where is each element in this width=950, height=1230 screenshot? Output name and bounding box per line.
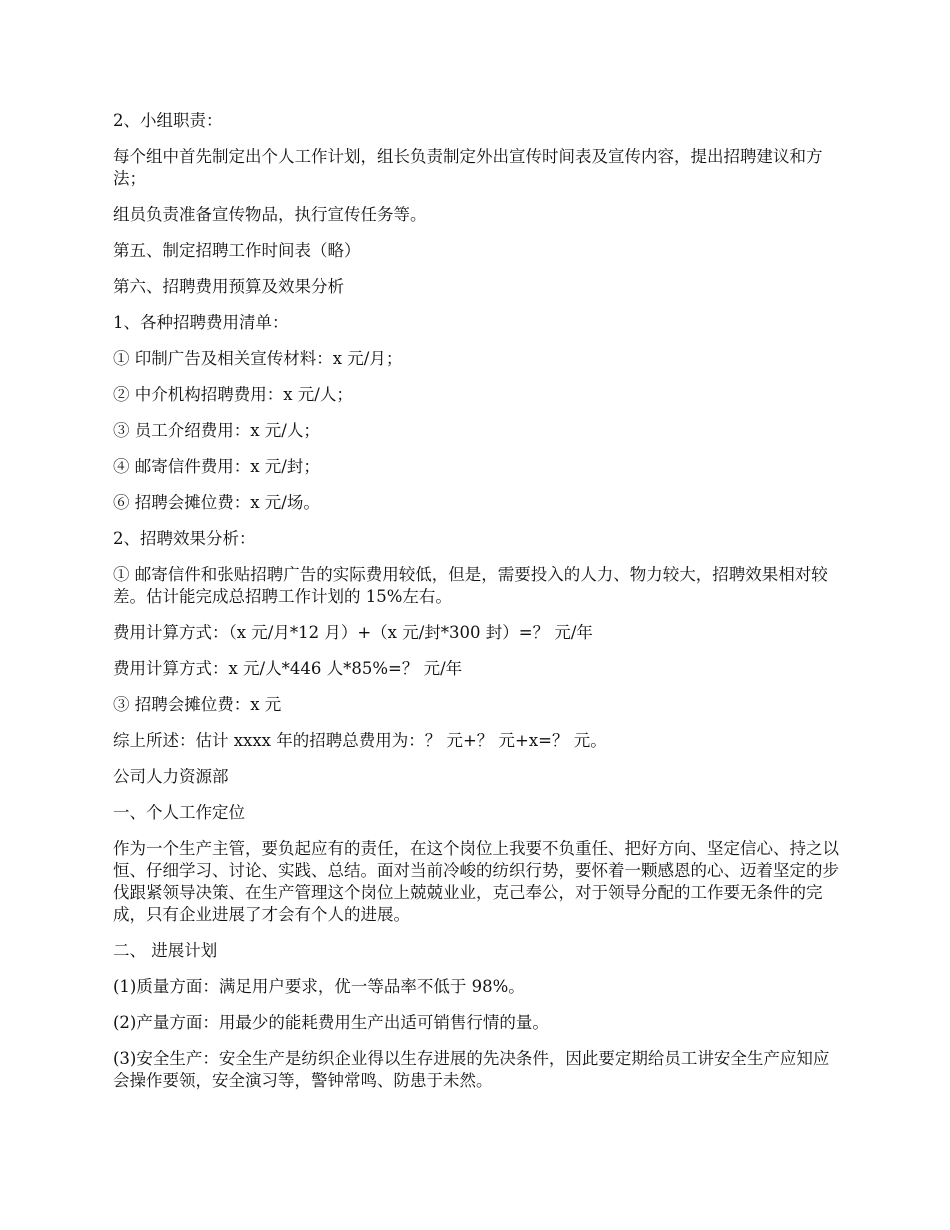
paragraph-cost-item-6: ⑥ 招聘会摊位费：x 元/场。 bbox=[113, 493, 320, 512]
paragraph-section-six: 第六、招聘费用预算及效果分析 bbox=[113, 277, 344, 296]
paragraph-plan-safety: (3)安全生产：安全生产是纺织企业得以生存进展的先决条件，因此要定期给员工讲安全生产应知应会操作要领，安全演习等，警钟常鸣、防患于未然。 bbox=[113, 1049, 830, 1090]
paragraph-position-detail: 作为一个生产主管，要负起应有的责任，在这个岗位上我要不负重任、把好方向、坚定信心、持之以恒、仔细学习、讨论、实践、总结。面对当前冷峻的纺织行势，要怀着一颗感恩的心、迈着坚定的步伐跟紧领导决策、在生产管理这个岗位上兢兢业业，克己奉公，对于领导分配的工作要无条件的完成，只有企业进展了才会有个人的进展。 bbox=[113, 839, 839, 924]
paragraph-cost-item-2: ② 中介机构招聘费用：x 元/人； bbox=[113, 385, 353, 404]
paragraph-plan-output: (2)产量方面：用最少的能耗费用生产出适可销售行情的量。 bbox=[113, 1013, 549, 1032]
paragraph-summary: 综上所述：估计 xxxx 年的招聘总费用为：？ 元+？ 元+x=？ 元。 bbox=[113, 731, 607, 750]
paragraph-effect-detail: ① 邮寄信件和张贴招聘广告的实际费用较低，但是，需要投入的人力、物力较大，招聘效果相对较差。估计能完成总招聘工作计划的 15%左右。 bbox=[113, 565, 828, 606]
paragraph-cost-list-heading: 1、各种招聘费用清单： bbox=[113, 313, 289, 332]
paragraph-member-duties: 组员负责准备宣传物品，执行宣传任务等。 bbox=[113, 205, 427, 224]
document-body bbox=[113, 110, 841, 1106]
paragraph-department: 公司人力资源部 bbox=[113, 767, 229, 786]
paragraph-group-duties-heading: 2、小组职责： bbox=[113, 111, 223, 130]
paragraph-booth-fee: ③ 招聘会摊位费：x 元 bbox=[113, 695, 282, 714]
paragraph-group-duties-detail: 每个组中首先制定出个人工作计划，组长负责制定外出宣传时间表及宣传内容，提出招聘建议和方法； bbox=[113, 147, 823, 188]
paragraph-cost-formula-2: 费用计算方式：x 元/人*446 人*85%=？ 元/年 bbox=[113, 659, 463, 678]
paragraph-cost-item-1: ① 印制广告及相关宣传材料：x 元/月； bbox=[113, 349, 403, 368]
paragraph-effect-heading: 2、招聘效果分析： bbox=[113, 529, 256, 548]
paragraph-position-heading: 一、个人工作定位 bbox=[113, 803, 245, 822]
paragraph-section-five: 第五、制定招聘工作时间表（略） bbox=[113, 241, 361, 260]
paragraph-cost-item-4: ④ 邮寄信件费用：x 元/封； bbox=[113, 457, 320, 476]
paragraph-cost-formula-1: 费用计算方式：（x 元/月*12 月）+（x 元/封*300 封）=？ 元/年 bbox=[113, 623, 593, 642]
paragraph-cost-item-3: ③ 员工介绍费用：x 元/人； bbox=[113, 421, 320, 440]
paragraph-plan-heading: 二、 进展计划 bbox=[113, 941, 218, 960]
paragraph-plan-quality: (1)质量方面：满足用户要求，优一等品率不低于 98%。 bbox=[113, 977, 525, 996]
